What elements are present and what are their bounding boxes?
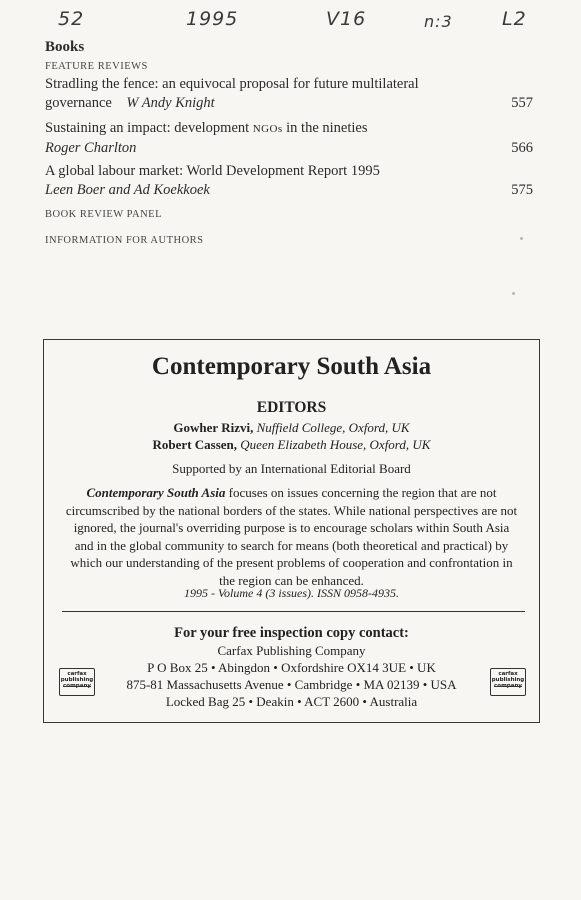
scan-speck [512, 292, 515, 295]
information-for-authors-label: INFORMATION FOR AUTHORS [45, 235, 204, 246]
journal-advert-panel [43, 339, 540, 723]
page-number: 557 [511, 95, 533, 111]
handwritten-note: V16 [326, 8, 367, 30]
carfax-logo: carfax publishing company [490, 668, 526, 696]
review-author: Leen Boer and Ad Koekkoek [45, 182, 210, 198]
carfax-logo: carfax publishing company [59, 668, 95, 696]
feature-reviews-label: FEATURE REVIEWS [45, 61, 148, 72]
contact-heading: For your free inspection copy contact: [174, 625, 409, 641]
books-heading: Books [45, 39, 85, 55]
address-line: P O Box 25 • Abingdon • Oxfordshire OX14 3UE • UK [147, 660, 436, 675]
journal-description: Contemporary South Asia focuses on issues concerning the region that are not circumscribed by the national borders of the states. While national perspectives are not ignored, the journal's overriding purpose is to encourage scholars within South Asia and in the global community to search for means (both theoretical and practical) by which our understanding of the present problems of cooperation and confrontation in the region can be enhanced. [65, 485, 518, 588]
address-line: Locked Bag 25 • Deakin • ACT 2600 • Australia [165, 694, 418, 709]
editorial-board-note: Supported by an International Editorial Board [172, 461, 411, 476]
review-entry [45, 75, 535, 113]
editor-line: Gowher Rizvi, Nuffield College, Oxford, UK [173, 420, 410, 435]
journal-title: Contemporary South Asia [151, 353, 432, 380]
review-entry [45, 162, 535, 200]
review-title: governance [45, 95, 112, 111]
review-entry [45, 119, 535, 158]
handwritten-note: 52 [58, 8, 85, 30]
review-author: Roger Charlton [45, 140, 137, 156]
review-title: A global labour market: World Development Report 1995 [45, 163, 380, 179]
handwritten-note: 1995 [186, 8, 239, 30]
publisher-name: Carfax Publishing Company [217, 643, 366, 658]
review-title: Sustaining an impact: development NGOs in the nineties [45, 120, 368, 136]
page-number: 575 [511, 182, 533, 198]
book-review-panel-label: BOOK REVIEW PANEL [45, 209, 163, 220]
editor-line: Robert Cassen, Queen Elizabeth House, Oxford, UK [152, 437, 431, 452]
review-title: Stradling the fence: an equivocal proposal for future multilateral [45, 76, 419, 92]
volume-issn: 1995 - Volume 4 (3 issues). ISSN 0958-4935. [184, 586, 399, 600]
address-line: 875-81 Massachusetts Avenue • Cambridge • MA 02139 • USA [126, 677, 457, 692]
review-author: W Andy Knight [126, 95, 215, 111]
page-number: 566 [511, 140, 533, 156]
scan-speck [520, 237, 523, 240]
handwritten-note: n:3 [424, 12, 453, 31]
editors-heading: EDITORS [256, 399, 327, 416]
divider [62, 611, 525, 612]
handwritten-note: L2 [502, 8, 527, 30]
